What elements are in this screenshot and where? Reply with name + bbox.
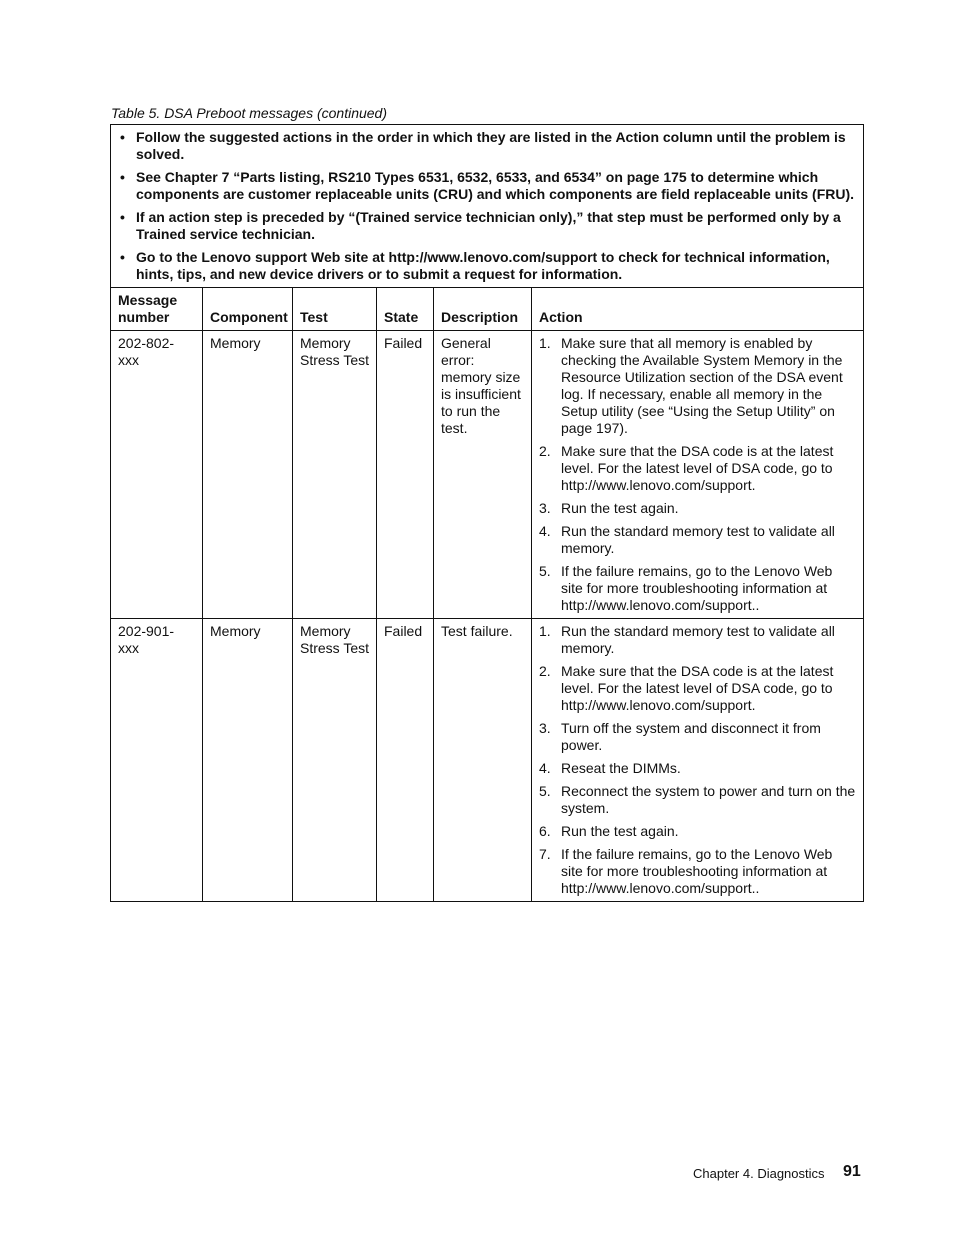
bullet-icon: • [120, 209, 125, 225]
action-step [539, 563, 856, 614]
step-number: 4. [539, 760, 551, 776]
component-cell: Memory [203, 619, 293, 902]
step-number: 1. [539, 623, 551, 639]
action-list [539, 335, 856, 614]
table-row [111, 619, 864, 902]
message-number-cell: 202-901-xxx [111, 619, 203, 902]
bullet-icon: • [120, 169, 125, 185]
page-footer [693, 1163, 861, 1182]
action-list [539, 623, 856, 897]
action-step-text: If the failure remains, go to the Lenovo Web site for more troubleshooting information at http://www.lenovo.com/support.. [561, 563, 833, 613]
action-step-text: If the failure remains, go to the Lenovo Web site for more troubleshooting information at http://www.lenovo.com/support.. [561, 846, 833, 896]
column-header-component: Component [203, 288, 293, 331]
bullet-icon: • [120, 249, 125, 265]
step-number: 3. [539, 720, 551, 736]
dsa-preboot-messages-table [110, 124, 864, 902]
step-number: 5. [539, 783, 551, 799]
action-step [539, 846, 856, 897]
action-step [539, 500, 856, 517]
column-header-state: State [377, 288, 434, 331]
note-text: Go to the Lenovo support Web site at http://www.lenovo.com/support to check for technical information, hints, tips, and new device drivers or to submit a request for information. [136, 249, 830, 282]
action-step [539, 335, 856, 437]
message-number-cell: 202-802-xxx [111, 331, 203, 619]
action-step-text: Make sure that all memory is enabled by checking the Available System Memory in the Resource Utilization section of the DSA event log. If necessary, enable all memory in the Setup utility (see “Using the Setup Utility” on page 197). [561, 335, 843, 436]
action-step [539, 663, 856, 714]
action-cell [532, 331, 864, 619]
step-number: 4. [539, 523, 551, 539]
step-number: 1. [539, 335, 551, 351]
test-cell: Memory Stress Test [293, 331, 377, 619]
action-step [539, 823, 856, 840]
state-cell: Failed [377, 331, 434, 619]
table-caption: Table 5. DSA Preboot messages (continued) [111, 105, 388, 121]
column-header-action: Action [532, 288, 864, 331]
action-step [539, 443, 856, 494]
chapter-label: Chapter 4. Diagnostics [693, 1166, 825, 1181]
action-step [539, 783, 856, 817]
note-item [118, 209, 856, 243]
note-text: If an action step is preceded by “(Trained service technician only),” that step must be performed only by a Trained service technician. [136, 209, 841, 242]
step-number: 3. [539, 500, 551, 516]
step-number: 2. [539, 663, 551, 679]
action-step-text: Reseat the DIMMs. [561, 760, 681, 776]
action-step [539, 720, 856, 754]
column-header-description: Description [434, 288, 532, 331]
column-header-test: Test [293, 288, 377, 331]
state-cell: Failed [377, 619, 434, 902]
notes-row [111, 125, 864, 288]
page-number: 91 [843, 1163, 861, 1180]
action-cell [532, 619, 864, 902]
action-step-text: Turn off the system and disconnect it from power. [561, 720, 821, 753]
description-cell: Test failure. [434, 619, 532, 902]
step-number: 7. [539, 846, 551, 862]
action-step-text: Make sure that the DSA code is at the latest level. For the latest level of DSA code, go to http://www.lenovo.com/support. [561, 443, 834, 493]
description-cell: General error: memory size is insufficient to run the test. [434, 331, 532, 619]
note-text: See Chapter 7 “Parts listing, RS210 Types 6531, 6532, 6533, and 6534” on page 175 to determine which components are customer replaceable units (CRU) and which components are field replaceable units (FRU). [136, 169, 855, 202]
action-step [539, 523, 856, 557]
action-step [539, 623, 856, 657]
note-item [118, 249, 856, 283]
action-step [539, 760, 856, 777]
header-row [111, 288, 864, 331]
notes-cell [111, 125, 864, 288]
component-cell: Memory [203, 331, 293, 619]
step-number: 5. [539, 563, 551, 579]
bullet-icon: • [120, 129, 125, 145]
action-step-text: Make sure that the DSA code is at the latest level. For the latest level of DSA code, go to http://www.lenovo.com/support. [561, 663, 834, 713]
note-item [118, 169, 856, 203]
step-number: 6. [539, 823, 551, 839]
action-step-text: Run the standard memory test to validate all memory. [561, 623, 835, 656]
step-number: 2. [539, 443, 551, 459]
table-row [111, 331, 864, 619]
action-step-text: Reconnect the system to power and turn on the system. [561, 783, 856, 816]
column-header-message-number: Message number [111, 288, 203, 331]
action-step-text: Run the standard memory test to validate all memory. [561, 523, 835, 556]
note-item [118, 129, 856, 163]
test-cell: Memory Stress Test [293, 619, 377, 902]
action-step-text: Run the test again. [561, 500, 679, 516]
notes-list [118, 129, 856, 283]
note-text: Follow the suggested actions in the order in which they are listed in the Action column until the problem is solved. [136, 129, 846, 162]
action-step-text: Run the test again. [561, 823, 679, 839]
